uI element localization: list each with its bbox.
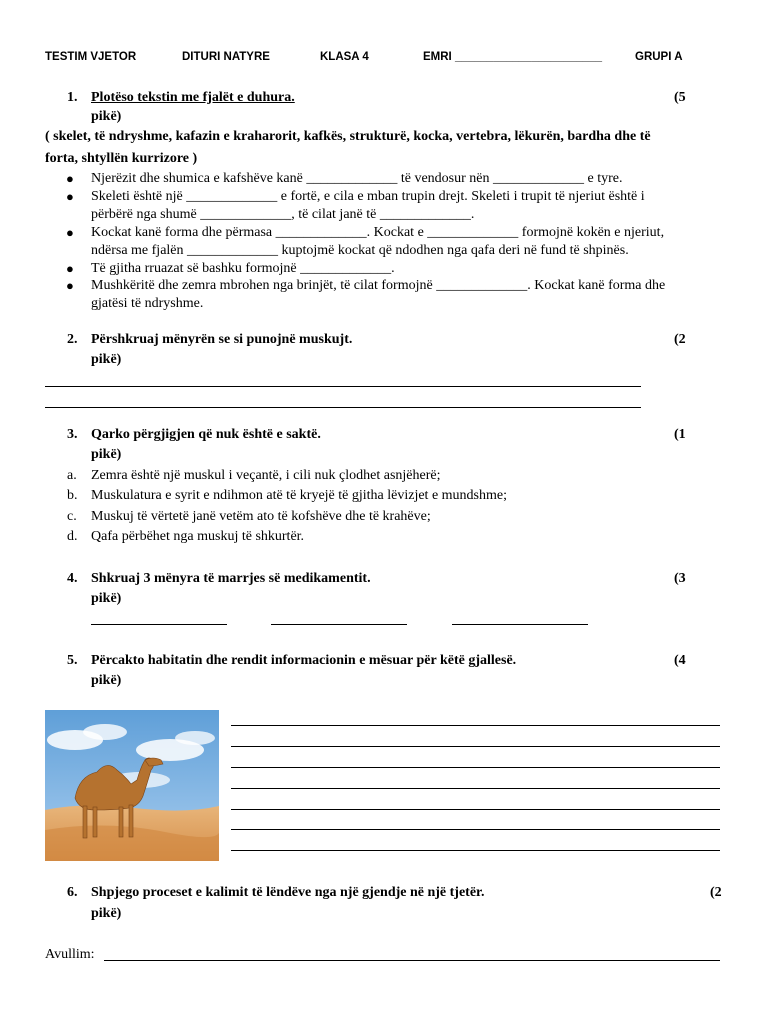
- q1-bullet-5-line-1[interactable]: Mushkëritë dhe zemra mbrohen nga brinjët, të cilat formojnë _____________. Kockat kanë forma dhe: [91, 278, 666, 293]
- q5-answer-line[interactable]: [231, 809, 720, 810]
- q5-answer-line[interactable]: [231, 767, 720, 768]
- q3-points-word: pikë): [91, 447, 122, 462]
- q1-bullet-3-line-2[interactable]: ndërsa me fjalën _____________ kuptojmë kockat që ndodhen nga qafa deri në fund të shpinës.: [91, 243, 629, 258]
- q3-title: Qarko përgjigjen që nuk është e saktë.: [91, 427, 321, 442]
- q6-title: Shpjego proceset e kalimit të lëndëve nga një gjendje në një tjetër.: [91, 885, 485, 900]
- header-name-field[interactable]: EMRI _______________________: [423, 51, 603, 63]
- q3-option-b-letter[interactable]: b.: [67, 488, 78, 503]
- q2-points: (2: [674, 332, 686, 347]
- q3-points: (1: [674, 427, 686, 442]
- q3-option-b[interactable]: Muskulatura e syrit e ndihmon atë të kryejë të gjitha lëvizjet e mundshme;: [91, 488, 507, 503]
- q1-bullet-2-line-2[interactable]: përbërë nga shumë _____________, të cilat janë të _____________.: [91, 207, 475, 222]
- q6-points: (2: [710, 885, 722, 900]
- q4-answer-line[interactable]: [271, 624, 407, 625]
- q2-points-word: pikë): [91, 352, 122, 367]
- bullet-dot-icon: ●: [66, 261, 74, 276]
- q1-points-word: pikë): [91, 109, 122, 124]
- q4-answer-line[interactable]: [91, 624, 227, 625]
- q1-bullet-1[interactable]: Njerëzit dhe shumica e kafshëve kanë _____________ të vendosur nën _____________ e tyre.: [91, 171, 623, 186]
- header-subject: DITURI NATYRE: [182, 51, 270, 63]
- q6-points-word: pikë): [91, 906, 122, 921]
- header-group: GRUPI A: [635, 51, 683, 63]
- footer-label: Avullim:: [45, 947, 95, 962]
- q5-answer-line[interactable]: [231, 788, 720, 789]
- bullet-dot-icon: ●: [66, 189, 74, 204]
- q5-points-word: pikë): [91, 673, 122, 688]
- q1-title: Plotëso tekstin me fjalët e duhura.: [91, 90, 295, 105]
- q4-number: 4.: [67, 571, 78, 586]
- q3-option-d-letter[interactable]: d.: [67, 529, 78, 544]
- q5-answer-line[interactable]: [231, 725, 720, 726]
- q3-number: 3.: [67, 427, 78, 442]
- footer-answer-line[interactable]: [104, 960, 720, 961]
- q4-title: Shkruaj 3 mënyra të marrjes së medikamentit.: [91, 571, 371, 586]
- q5-points: (4: [674, 653, 686, 668]
- q2-number: 2.: [67, 332, 78, 347]
- bullet-dot-icon: ●: [66, 278, 74, 293]
- q3-option-a[interactable]: Zemra është një muskul i veçantë, i cili nuk çlodhet asnjëherë;: [91, 468, 441, 483]
- q5-answer-line[interactable]: [231, 850, 720, 851]
- q1-bullet-3-line-1[interactable]: Kockat kanë forma dhe përmasa _____________. Kockat e _____________ formojnë kokën e njeriut,: [91, 225, 665, 240]
- q2-answer-line[interactable]: [45, 407, 641, 408]
- q2-answer-line[interactable]: [45, 386, 641, 387]
- q2-title: Përshkruaj mënyrën se si punojnë muskujt.: [91, 332, 353, 347]
- q1-word-bank-1: ( skelet, të ndryshme, kafazin e kraharorit, kafkës, strukturë, kocka, vertebra, lëkurën, bardha dhe të: [45, 129, 651, 144]
- q6-number: 6.: [67, 885, 78, 900]
- q5-title: Përcakto habitatin dhe rendit informacionin e mësuar për këtë gjallesë.: [91, 653, 517, 668]
- q5-answer-line[interactable]: [231, 746, 720, 747]
- q1-bullet-2-line-1[interactable]: Skeleti është një _____________ e fortë, e cila e mban trupin drejt. Skeleti i trupit të njeriut është i: [91, 189, 645, 204]
- q1-bullet-5-line-2[interactable]: gjatësi të ndryshme.: [91, 296, 204, 311]
- q4-points-word: pikë): [91, 591, 122, 606]
- q3-option-d[interactable]: Qafa përbëhet nga muskuj të shkurtër.: [91, 529, 305, 544]
- header-test: TESTIM VJETOR: [45, 51, 137, 63]
- q3-option-a-letter[interactable]: a.: [67, 468, 77, 483]
- q1-word-bank-2: forta, shtyllën kurrizore ): [45, 151, 198, 166]
- header-class: KLASA 4: [320, 51, 369, 63]
- q4-answer-line[interactable]: [452, 624, 588, 625]
- camel-photo-icon: [45, 710, 219, 861]
- q5-answer-line[interactable]: [231, 829, 720, 830]
- q1-bullet-4[interactable]: Të gjitha rruazat së bashku formojnë _____________.: [91, 261, 395, 276]
- bullet-dot-icon: ●: [66, 225, 74, 240]
- q3-option-c[interactable]: Muskuj të vërtetë janë vetëm ato të kofshëve dhe të krahëve;: [91, 509, 431, 524]
- q1-points: (5: [674, 90, 686, 105]
- bullet-dot-icon: ●: [66, 171, 74, 186]
- q3-option-c-letter[interactable]: c.: [67, 509, 77, 524]
- q4-points: (3: [674, 571, 686, 586]
- q1-number: 1.: [67, 90, 78, 105]
- camel-photo: [45, 710, 219, 861]
- q5-number: 5.: [67, 653, 78, 668]
